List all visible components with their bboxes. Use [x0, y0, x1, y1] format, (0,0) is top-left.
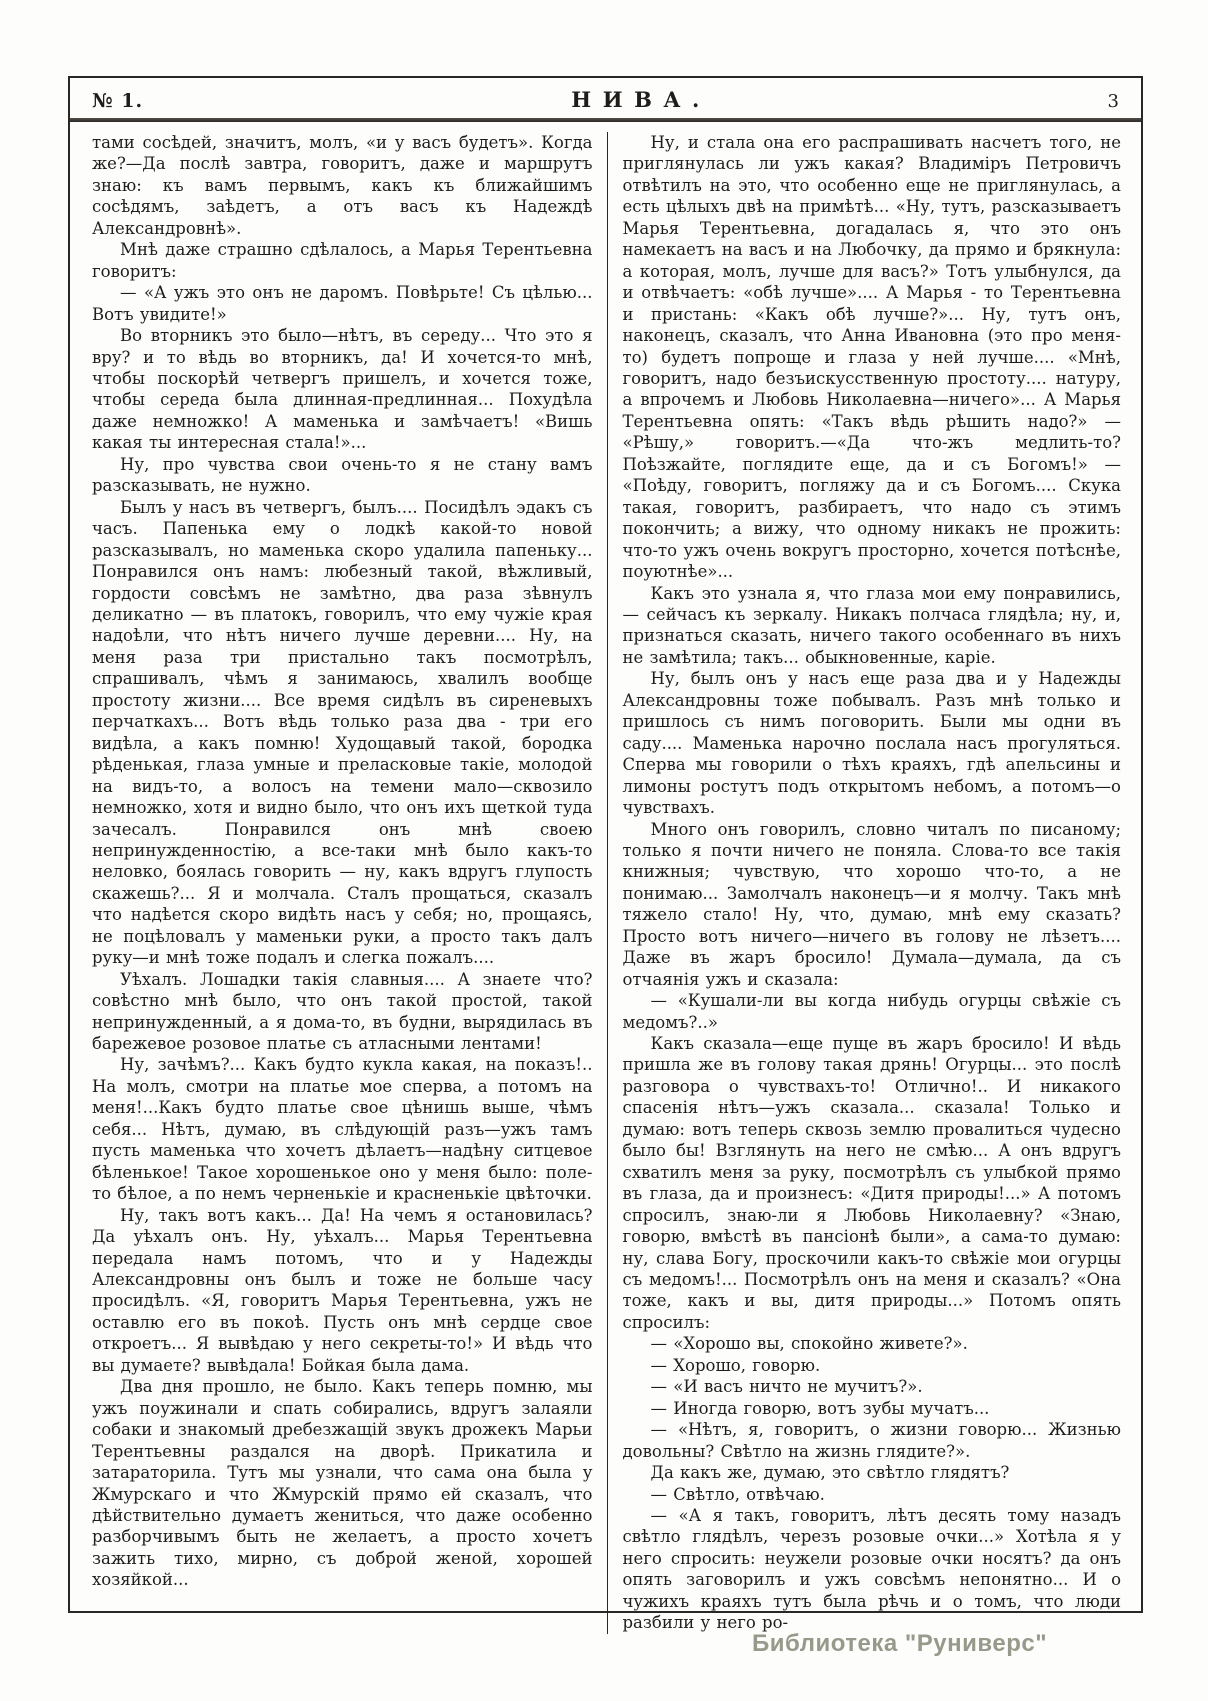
paragraph: — «Кушали-ли вы когда нибудь огурцы свѣжіе съ медомъ?..»: [622, 991, 1121, 1032]
paragraph: Ну, про чувства свои очень-то я не стану вамъ разсказывать, не нужно.: [92, 454, 593, 496]
paragraph: Уѣхалъ. Лошадки такія славныя.... А знаете что? совѣстно мнѣ было, что онъ такой простой, такой непринужденный, а я дома-то, въ будни, вырядилась въ барежевое розовое платье съ атласными лентами!: [92, 969, 593, 1054]
paragraph: — «И васъ ничто не мучитъ?».: [650, 1377, 923, 1397]
right-column: [607, 132, 1122, 1634]
issue-number: № 1.: [92, 90, 144, 112]
paragraph: — «Хорошо вы, спокойно живете?».: [650, 1334, 968, 1354]
paragraph: — «А я такъ, говоритъ, лѣтъ десять тому назадъ свѣтло глядѣлъ, черезъ розовые очки...» Хотѣла я у него спросить: неужели розовые очки носятъ? да онъ опять заговорилъ и ужъ совсѣмъ непонятно... И о чужихъ краяхъ тутъ была рѣчь и о томъ, что люди разбили у него ро-: [622, 1506, 1121, 1633]
page-number: 3: [1107, 91, 1119, 112]
page-frame: [68, 76, 1143, 1633]
left-column: [92, 132, 607, 1634]
paragraph: Ну, былъ онъ у насъ еще раза два и у Надежды Александровны тоже побывалъ. Разъ мнѣ только и пришлось съ нимъ поговорить. Были мы одни въ саду.... Маменька нарочно послала насъ прогуляться. Сперва мы говорили о тѣхъ краяхъ, гдѣ апельсины и лимоны ростутъ подъ открытомъ небомъ, а потомъ—о чувствахъ.: [622, 669, 1121, 818]
paragraph: Ну, такъ вотъ какъ... Да! На чемъ я остановилась? Да уѣхалъ онъ. Ну, уѣхалъ... Марья Терентьевна передала намъ потомъ, что и у Надежды Александровны онъ былъ и тоже не больше часу просидѣлъ. «Я, говоритъ Марья Терентьевна, ужъ не оставлю его въ покоѣ. Пусть онъ мнѣ сердце свое откроетъ... Я вывѣдаю у него секреты-то!» И вѣдь что вы думаете? вывѣдала! Бойкая была дама.: [92, 1205, 593, 1375]
paragraph: — Иногда говорю, вотъ зубы мучатъ...: [650, 1398, 990, 1418]
paragraph: тами сосѣдей, значитъ, молъ, «и у васъ будетъ». Когда же?—Да послѣ завтра, говоритъ, даже и маршрутъ знаю: къ вамъ первымъ, какъ къ ближайшимъ сосѣдямъ, заѣдетъ, а отъ васъ къ Надеждѣ Александровнѣ».: [92, 133, 593, 238]
paragraph: — Свѣтло, отвѣчаю.: [650, 1484, 825, 1504]
paragraph: Мнѣ даже страшно сдѣлалось, а Марья Терентьевна говоритъ:: [92, 240, 593, 281]
paragraph: — «Нѣтъ, я, говоритъ, о жизни говорю... Жизнью довольны? Свѣтло на жизнь глядите?».: [622, 1420, 1121, 1461]
paragraph: — Хорошо, говорю.: [650, 1355, 821, 1375]
paragraph: Много онъ говорилъ, словно читалъ по писаному; только я почти ничего не поняла. Слова-то все такія книжныя; чувствую, что хорошо что-то, а не понимаю... Замолчалъ наконецъ—и я молчу. Такъ мнѣ тяжело стало! Ну, что, думаю, мнѣ ему сказать? Просто вотъ ничего—ничего въ голову не лѣзетъ.... Даже въ жаръ бросило! Думала—думала, да съ отчаянія ужъ и сказала:: [622, 819, 1121, 989]
page-header: [70, 78, 1141, 116]
magazine-title: НИВА.: [571, 87, 711, 112]
paragraph: Какъ это узнала я, что глаза мои ему понравились,— сейчасъ къ зеркалу. Никакъ полчаса глядѣла; ну, и, признаться сказать, ничего такого особеннаго въ нихъ не замѣтила; такъ... обыкновенные, каріе.: [622, 583, 1121, 667]
paragraph: Два дня прошло, не было. Какъ теперь помню, мы ужъ поужинали и спать собирались, вдругъ залаяли собаки и знакомый дребезжащій звукъ дрожекъ Марьи Терентьевны раздался на дворѣ. Прикатила и затараторила. Тутъ мы узнали, что сама она была у Жмурскаго и что Жмурскій прямо ей сказалъ, что дѣйствительно думаетъ жениться, что даже особенно разборчивымъ быть не желаетъ, а просто хочетъ зажить тихо, мирно, съ доброй женой, хорошей хозяйкой...: [92, 1377, 593, 1590]
paragraph: Какъ сказала—еще пуще въ жаръ бросило! И вѣдь пришла же въ голову такая дрянь! Огурцы... это послѣ разговора о чувствахъ-то! Отлично!.. И никакого спасенія нѣтъ—ужъ сказала... сказала! Только и думаю: вотъ теперь сквозь землю провалиться чудесно было бы! Взглянуть на него не смѣю... А онъ вдругъ схватилъ меня за руку, посмотрѣлъ съ улыбкой прямо въ глаза, да и произнесъ: «Дитя природы!...» А потомъ спросилъ, знаю-ли я Любовь Николаевну? «Знаю, говорю, вмѣстѣ въ пансіонѣ были», а сама-то думаю: ну, слава Богу, проскочили какъ-то свѣжіе мои огурцы съ медомъ!... Посмотрѣлъ онъ на меня и сказалъ? «Она тоже, какъ и вы, дитя природы...» Потомъ опять спросилъ:: [622, 1034, 1121, 1332]
paragraph: Былъ у насъ въ четвергъ, былъ.... Посидѣлъ эдакъ съ часъ. Папенька ему о лодкѣ какой-то новой разсказывалъ, но маменька скоро удалила папеньку... Понравился онъ намъ: любезный такой, вѣжливый, гордости совсѣмъ не замѣтно, два раза зѣвнулъ деликатно — въ платокъ, говорилъ, что ему чужіе края надоѣли, что нѣтъ ничего лучше деревни.... Ну, на меня раза три пристально такъ посмотрѣлъ, спрашивалъ, чѣмъ я занимаюсь, хвалилъ вообще простоту жизни.... Все время сидѣлъ въ сиреневыхъ перчаткахъ... Вотъ вѣдь только раза два - три его видѣла, а какъ помню! Худощавый такой, бородка рѣденькая, глаза умные и преласковые такіе, молодой на видъ-то, а волосъ на темени мало—сквозило немножко, хотя и видно было, что онъ ихъ щеткой туда зачесалъ. Понравился онъ мнѣ своею непринужденностію, а все-таки мнѣ было какъ-то неловко, боялась говорить — ну, какъ вдругъ глупость скажешь?... Я и молчала. Сталъ прощаться, сказалъ что надѣется скоро видѣть насъ у себя; но, прощаясь, не поцѣловалъ у маменьки руки, а просто такъ далъ руку—и мнѣ тоже подалъ и слегка пожалъ....: [92, 497, 593, 968]
paragraph: Ну, зачѣмъ?... Какъ будто кукла какая, на показъ!.. На молъ, смотри на платье мое сперва, а потомъ на меня!...Какъ будто платье свое цѣнишь выше, чѣмъ себя... Нѣтъ, думаю, въ слѣдующій разъ—ужъ тамъ пусть маменька что хочетъ дѣлаетъ—надѣну ситцевое бѣленькое! Такое хорошенькое оно у меня было: поле-то бѣлое, а по немъ черненькіе и красненькіе цвѣточки.: [92, 1055, 593, 1204]
paragraph: Ну, и стала она его распрашивать насчетъ того, не приглянулась ли ужъ какая? Владимiръ Петровичъ отвѣтилъ на это, что особенно еще не приглянулась, а есть цѣлыхъ двѣ на примѣтѣ... «Ну, тутъ, разсказываетъ Марья Терентьевна, догадалась я, что это онъ намекаетъ на васъ и на Любочку, да прямо и брякнула: а которая, молъ, лучше для васъ?» Тотъ улыбнулся, да и отвѣчаетъ: «обѣ лучше».... А Марья - то Терентьевна и пристань: «Какъ обѣ лучше?»... Ну, тутъ онъ, наконецъ, сказалъ, что Анна Ивановна (это про меня-то) будетъ попроще и глаза у ней лучше.... «Мнѣ, говоритъ, надо безъискусственную простоту.... натуру, а впрочемъ и Любовь Николаевна—ничего»... А Марья Терентьевна опять: «Такъ вѣдь рѣшить надо?» — «Рѣшу,» говоритъ.—«Да что-жъ медлить-то? Поѣзжайте, поглядите еще, да и съ Богомъ!» — «Поѣду, говоритъ, погляжу да и съ Богомъ.... Скука такая, говоритъ, разбираетъ, что надо съ этимъ покончить; а вижу, что одному никакъ не прожить: что-то ужъ очень вокругъ просторно, хочется потѣснѣе, поуютнѣе»...: [622, 133, 1121, 582]
paragraph: — «А ужъ это онъ не даромъ. Повѣрьте! Съ цѣлью... Вотъ увидите!»: [92, 283, 593, 324]
text-columns: [70, 122, 1141, 1634]
paragraph: Да какъ же, думаю, это свѣтло глядятъ?: [650, 1463, 1010, 1483]
library-watermark: Библиотека "Руниверс": [752, 1630, 1048, 1657]
paragraph: Во вторникъ это было—нѣтъ, въ середу... Что это я вру? и то вѣдь во вторникъ, да! И хочется-то мнѣ, чтобы поскорѣй четвергъ пришелъ, и хочется тоже, чтобы середа была длинная-предлинная... Похудѣла даже немножко! А маменька и замѣчаетъ! «Вишь какая ты интересная стала!»...: [92, 326, 593, 453]
